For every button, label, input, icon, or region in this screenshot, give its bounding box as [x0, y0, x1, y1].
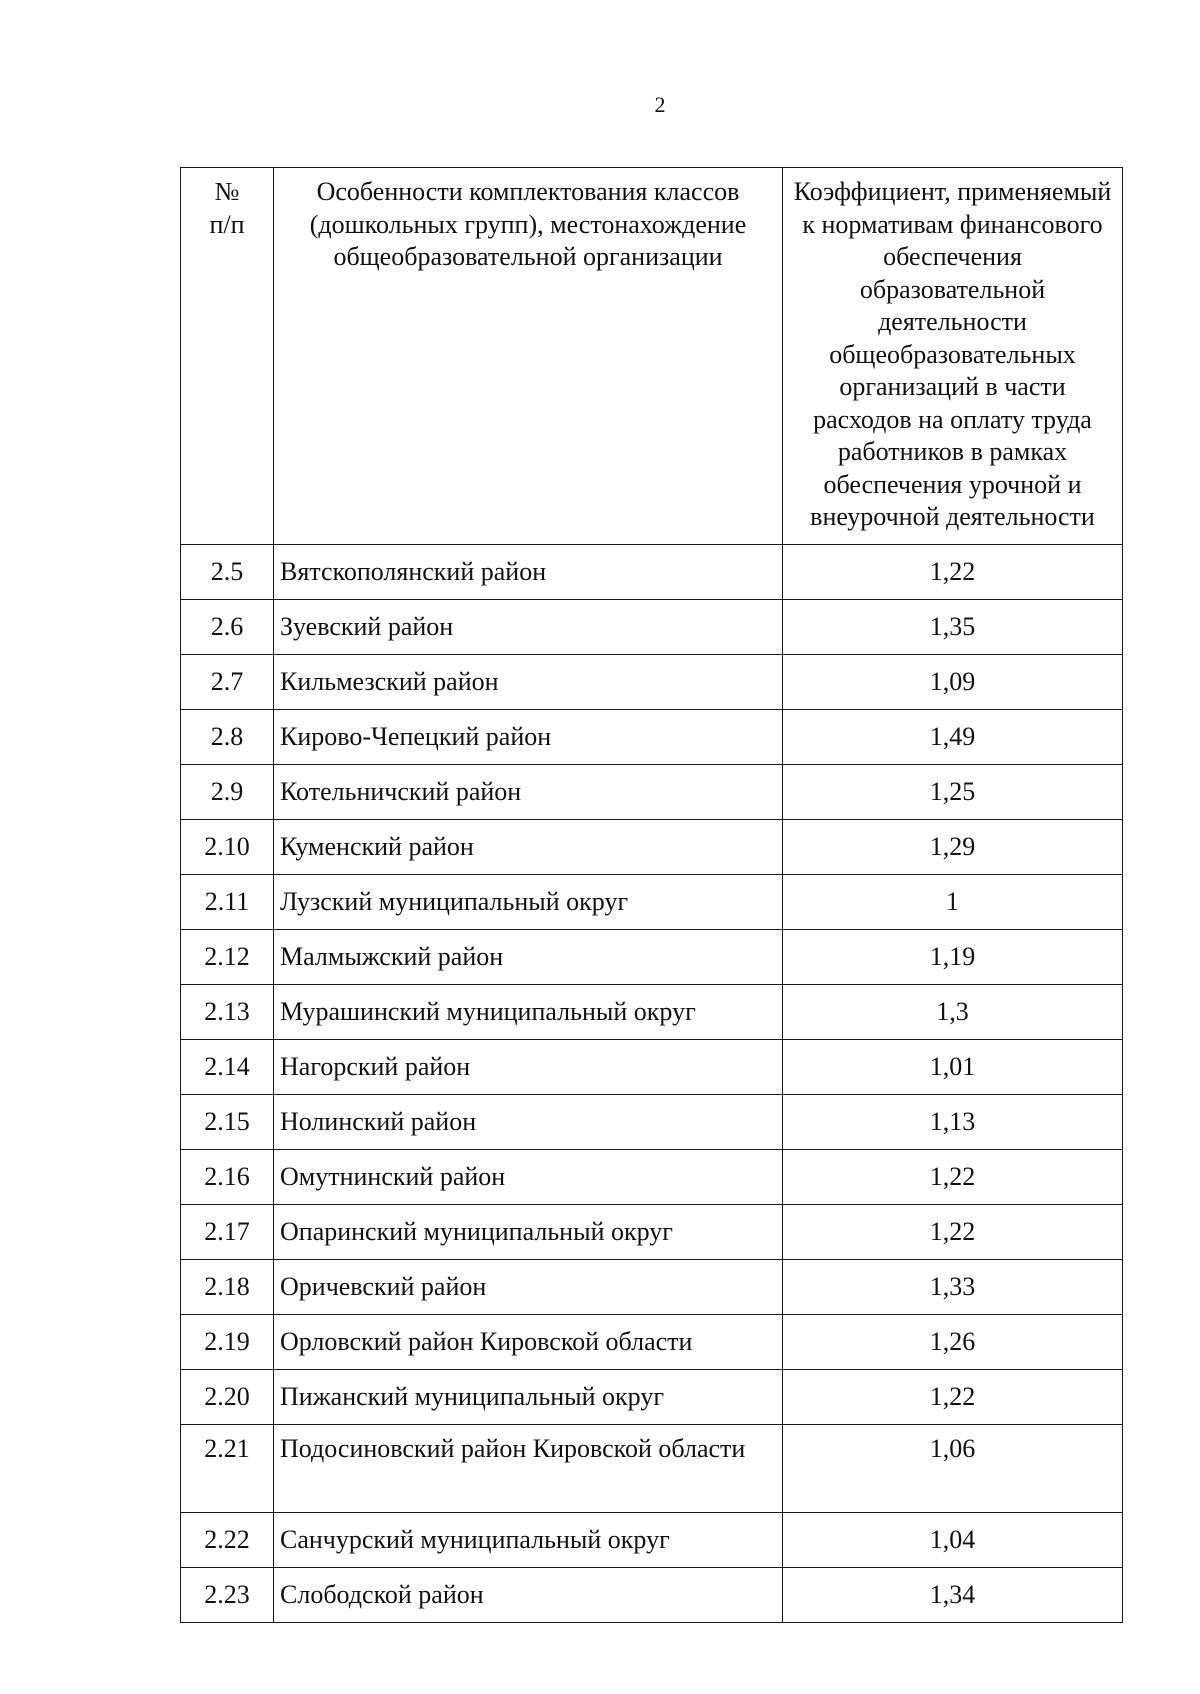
row-num: 2.7	[181, 655, 274, 710]
table-row	[181, 545, 1123, 600]
row-num: 2.6	[181, 600, 274, 655]
row-name: Пижанский муниципальный округ	[274, 1370, 783, 1425]
row-coef: 1,3	[783, 985, 1123, 1040]
table-row	[181, 1260, 1123, 1315]
table-row	[181, 820, 1123, 875]
row-coef: 1,25	[783, 765, 1123, 820]
row-name: Котельничский район	[274, 765, 783, 820]
table-row	[181, 1095, 1123, 1150]
row-num: 2.8	[181, 710, 274, 765]
row-coef: 1,01	[783, 1040, 1123, 1095]
row-coef: 1,06	[783, 1425, 1123, 1513]
table-row	[181, 710, 1123, 765]
table-row	[181, 1513, 1123, 1568]
row-num: 2.21	[181, 1425, 274, 1513]
row-coef: 1,33	[783, 1260, 1123, 1315]
row-num: 2.9	[181, 765, 274, 820]
row-name: Санчурский муниципальный округ	[274, 1513, 783, 1568]
row-name: Слободской район	[274, 1568, 783, 1623]
row-coef: 1,35	[783, 600, 1123, 655]
row-name: Нолинский район	[274, 1095, 783, 1150]
row-num: 2.23	[181, 1568, 274, 1623]
table-row	[181, 1568, 1123, 1623]
row-num: 2.18	[181, 1260, 274, 1315]
table-header-row	[181, 168, 1123, 545]
row-num: 2.16	[181, 1150, 274, 1205]
row-name: Лузский муниципальный округ	[274, 875, 783, 930]
row-name: Оричевский район	[274, 1260, 783, 1315]
table-row	[181, 1425, 1123, 1513]
row-name: Вятскополянский район	[274, 545, 783, 600]
row-coef: 1,49	[783, 710, 1123, 765]
row-name: Мурашинский муниципальный округ	[274, 985, 783, 1040]
row-name: Подосиновский район Кировской области	[274, 1425, 783, 1513]
row-coef: 1,04	[783, 1513, 1123, 1568]
table-row	[181, 600, 1123, 655]
table-row	[181, 930, 1123, 985]
row-name: Опаринский муниципальный округ	[274, 1205, 783, 1260]
header-coef: Коэффициент, применяемый к нормативам финансового обеспечения образовательной деятельности общеобразовательных организаций в части расходов на оплату труда работников в рамках обеспечения урочной и внеурочной деятельности	[783, 168, 1123, 545]
row-coef: 1,09	[783, 655, 1123, 710]
row-name: Кирово-Чепецкий район	[274, 710, 783, 765]
header-name: Особенности комплектования классов (дошкольных групп), местонахождение общеобразовательной организации	[274, 168, 783, 545]
table-row	[181, 985, 1123, 1040]
row-name: Зуевский район	[274, 600, 783, 655]
row-num: 2.22	[181, 1513, 274, 1568]
row-coef: 1,22	[783, 1205, 1123, 1260]
row-num: 2.19	[181, 1315, 274, 1370]
table-row	[181, 1315, 1123, 1370]
row-name: Омутнинский район	[274, 1150, 783, 1205]
table-row	[181, 655, 1123, 710]
row-num: 2.17	[181, 1205, 274, 1260]
row-coef: 1,19	[783, 930, 1123, 985]
row-num: 2.14	[181, 1040, 274, 1095]
table-row	[181, 1040, 1123, 1095]
table-row	[181, 765, 1123, 820]
row-coef: 1,13	[783, 1095, 1123, 1150]
row-coef: 1,22	[783, 545, 1123, 600]
row-coef: 1	[783, 875, 1123, 930]
row-coef: 1,26	[783, 1315, 1123, 1370]
row-coef: 1,22	[783, 1150, 1123, 1205]
row-coef: 1,34	[783, 1568, 1123, 1623]
row-name: Куменский район	[274, 820, 783, 875]
row-name: Малмыжский район	[274, 930, 783, 985]
row-name: Орловский район Кировской области	[274, 1315, 783, 1370]
table-row	[181, 1150, 1123, 1205]
row-num: 2.11	[181, 875, 274, 930]
row-num: 2.5	[181, 545, 274, 600]
row-num: 2.20	[181, 1370, 274, 1425]
row-coef: 1,22	[783, 1370, 1123, 1425]
header-num: № п/п	[181, 168, 274, 545]
table-row	[181, 1370, 1123, 1425]
row-num: 2.13	[181, 985, 274, 1040]
row-num: 2.12	[181, 930, 274, 985]
row-name: Нагорский район	[274, 1040, 783, 1095]
row-num: 2.15	[181, 1095, 274, 1150]
row-num: 2.10	[181, 820, 274, 875]
page-number: 2	[654, 92, 666, 117]
table-row	[181, 1205, 1123, 1260]
table-row	[181, 875, 1123, 930]
coefficients-table	[180, 167, 1123, 1623]
row-coef: 1,29	[783, 820, 1123, 875]
row-name: Кильмезский район	[274, 655, 783, 710]
